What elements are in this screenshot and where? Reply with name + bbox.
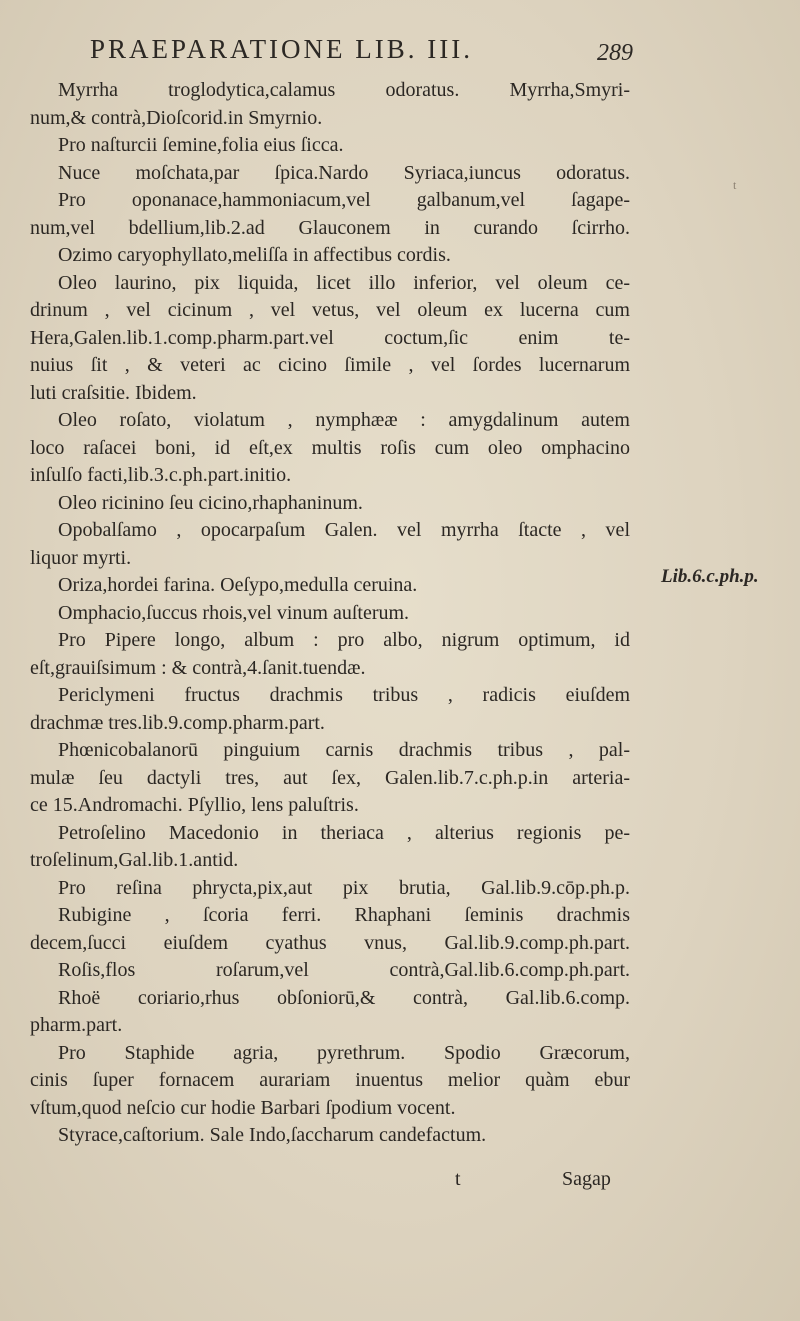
catchword: Sagap	[562, 1168, 611, 1190]
signature-mark: t	[455, 1168, 461, 1190]
text-line: Pro reſina phrycta,pix,aut pix brutia, Gal.lib.9.cōp.ph.p.	[58, 876, 630, 899]
text-line: Myrrha troglodytica,calamus odoratus. Myrrha,Smyri-	[58, 79, 630, 101]
text-line: inſulſo facti,lib.3.c.ph.part.initio.	[30, 464, 292, 486]
text-line: Roſis,flos roſarum,vel contrà,Gal.lib.6.comp.ph.part.	[58, 959, 630, 981]
text-line: Nuce moſchata,par ſpica.Nardo Syriaca,iuncus odoratus.	[58, 161, 630, 184]
text-line: Pro oponanace,hammoniacum,vel galbanum,vel ſagape-	[58, 189, 630, 211]
text-line: drinum , vel cicinum , vel vetus, vel oleum ex lucerna cum	[30, 299, 630, 321]
text-line: num,vel bdellium,lib.2.ad Glauconem in curando ſcirrho.	[30, 216, 630, 239]
text-line: loco raſacei boni, id eſt,ex multis roſis cum oleo omphacino	[30, 436, 630, 459]
body-text	[30, 77, 630, 1150]
text-line: cinis ſuper fornacem aurariam inuentus melior quàm ebur	[30, 1069, 630, 1091]
text-line: Styrace,caſtorium. Sale Indo,ſaccharum candefactum.	[58, 1124, 487, 1146]
text-line: Petroſelino Macedonio in theriaca , alterius regionis pe-	[58, 821, 630, 844]
text-line: Ozimo caryophyllato,meliſſa in affectibus cordis.	[58, 244, 451, 266]
page-number: 289	[597, 40, 633, 66]
text-line: vſtum,quod neſcio cur hodie Barbari ſpodium vocent.	[30, 1096, 456, 1119]
text-line: Phœnicobalanorū pinguium carnis drachmis tribus , pal-	[58, 739, 630, 761]
text-line: num,& contrà,Dioſcorid.in Smyrnio.	[30, 106, 323, 129]
footer-row	[30, 1168, 630, 1196]
text-line: drachmæ tres.lib.9.comp.pharm.part.	[30, 711, 325, 734]
text-line: mulæ ſeu dactyli tres, aut ſex, Galen.lib.7.c.ph.p.in arteria-	[30, 766, 630, 789]
text-line: luti craſsitie. Ibidem.	[30, 381, 197, 404]
text-line: nuius ſit , & veteri ac cicino ſimile , vel ſordes lucernarum	[30, 354, 630, 376]
text-line: eſt,grauiſsimum : & contrà,4.ſanit.tuendæ.	[30, 656, 366, 679]
text-line: Oleo laurino, pix liquida, licet illo inferior, vel oleum ce-	[58, 271, 630, 294]
text-line: Hera,Galen.lib.1.comp.pharm.part.vel coctum,ſic enim te-	[30, 326, 630, 349]
margin-note: Lib.6.c.ph.p.	[661, 566, 759, 587]
text-line: Periclymeni fructus drachmis tribus , radicis eiuſdem	[58, 684, 630, 706]
text-line: Opobalſamo , opocarpaſum Galen. vel myrrha ſtacte , vel	[58, 519, 630, 541]
text-line: Oleo ricinino ſeu cicino,rhaphaninum.	[58, 491, 363, 514]
text-line: Pro Staphide agria, pyrethrum. Spodio Græcorum,	[58, 1041, 630, 1064]
text-line: Oriza,hordei farina. Oeſypo,medulla ceruina.	[58, 574, 418, 596]
text-line: Oleo roſato, violatum , nymphææ : amygdalinum autem	[58, 409, 630, 431]
text-line: Rubigine , ſcoria ferri. Rhaphani ſeminis drachmis	[58, 904, 630, 926]
text-line: troſelinum,Gal.lib.1.antid.	[30, 849, 239, 871]
text-line: decem,ſucci eiuſdem cyathus vnus, Gal.lib.9.comp.ph.part.	[30, 931, 630, 954]
text-line: liquor myrti.	[30, 546, 132, 569]
text-line: Pro naſturcii ſemine,folia eius ſicca.	[58, 134, 344, 156]
margin-mark: t	[733, 178, 737, 192]
running-title: PRAEPARATIONE LIB. III.	[90, 34, 474, 64]
text-line: Pro Pipere longo, album : pro albo, nigrum optimum, id	[58, 629, 630, 651]
text-line: Rhoë coriario,rhus obſoniorū,& contrà, Gal.lib.6.comp.	[58, 986, 630, 1009]
text-line: ce 15.Andromachi. Pſyllio, lens paluſtris.	[30, 794, 359, 816]
text-line: pharm.part.	[30, 1014, 123, 1036]
text-line: Omphacio,ſuccus rhois,vel vinum auſterum.	[58, 601, 410, 624]
